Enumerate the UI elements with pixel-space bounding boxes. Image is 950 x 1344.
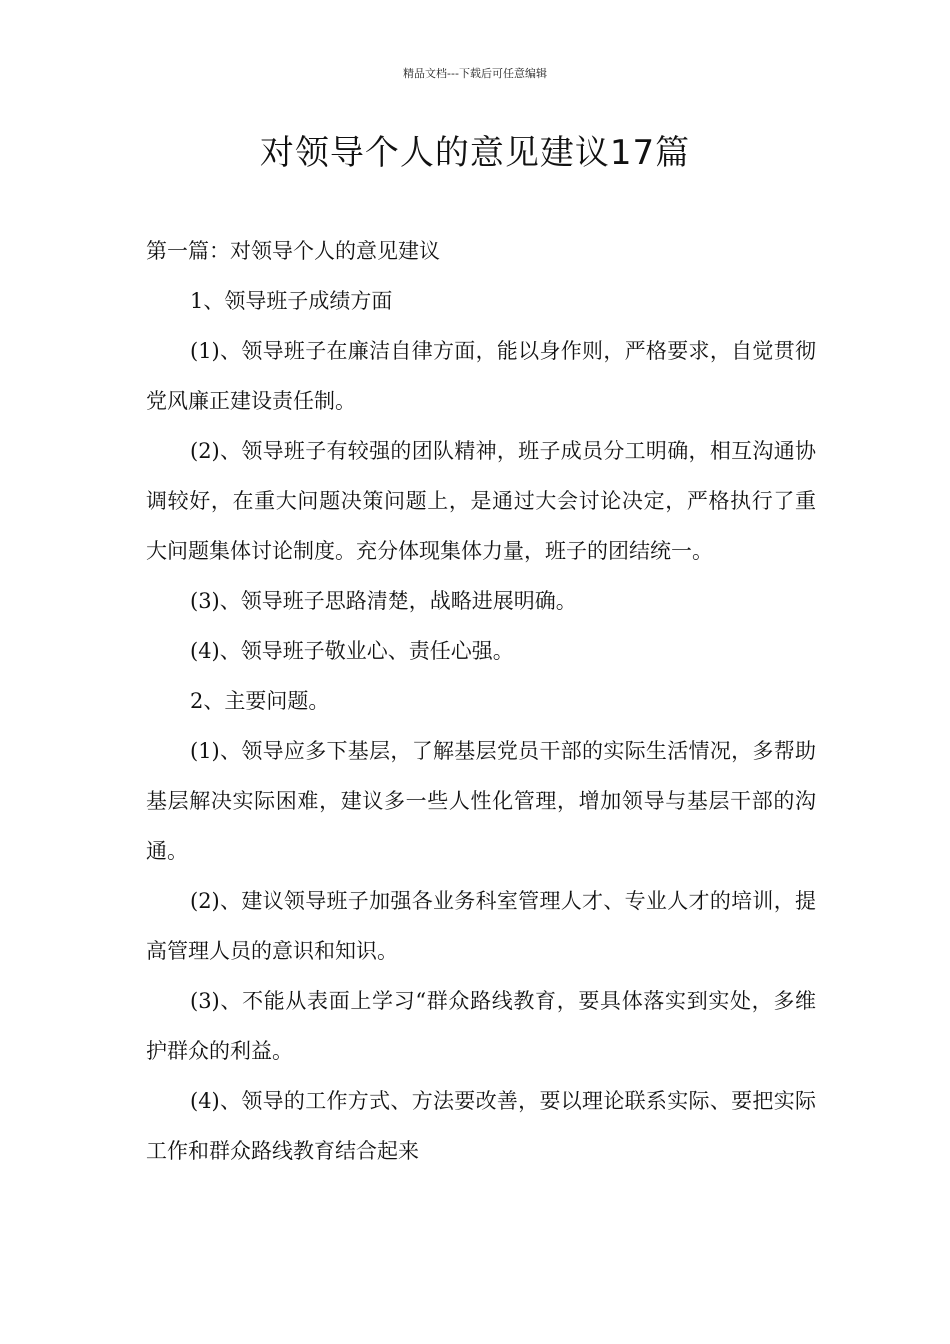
- paragraph: (2)、领导班子有较强的团队精神，班子成员分工明确，相互沟通协调较好，在重大问题决策问题上，是通过大会讨论决定，严格执行了重大问题集体讨论制度。充分体现集体力量，班子的团结统一。: [146, 439, 816, 563]
- paragraph: (3)、不能从表面上学习“群众路线教育，要具体落实到实处，多维护群众的利益。: [146, 989, 816, 1063]
- paragraph: (4)、领导的工作方式、方法要改善，要以理论联系实际、要把实际工作和群众路线教育结合起来: [146, 1089, 816, 1163]
- paragraph: (2)、建议领导班子加强各业务科室管理人才、专业人才的培训，提高管理人员的意识和知识。: [146, 889, 816, 963]
- document-body: [146, 226, 816, 1176]
- paragraph: (3)、领导班子思路清楚，战略进展明确。: [190, 589, 577, 613]
- paragraph: (1)、领导班子在廉洁自律方面，能以身作则，严格要求，自觉贯彻党风廉正建设责任制。: [146, 339, 816, 413]
- section-heading: 第一篇：对领导个人的意见建议: [146, 239, 440, 263]
- paragraph: 2、主要问题。: [190, 689, 330, 713]
- document-title: 对领导个人的意见建议17篇: [259, 133, 691, 173]
- paragraph: (1)、领导应多下基层，了解基层党员干部的实际生活情况，多帮助基层解决实际困难，建议多一些人性化管理，增加领导与基层干部的沟通。: [146, 739, 816, 863]
- paragraph: 1、领导班子成绩方面: [190, 289, 393, 313]
- paragraph: (4)、领导班子敬业心、责任心强。: [190, 639, 514, 663]
- header-note: 精品文档---下载后可任意编辑: [403, 67, 547, 80]
